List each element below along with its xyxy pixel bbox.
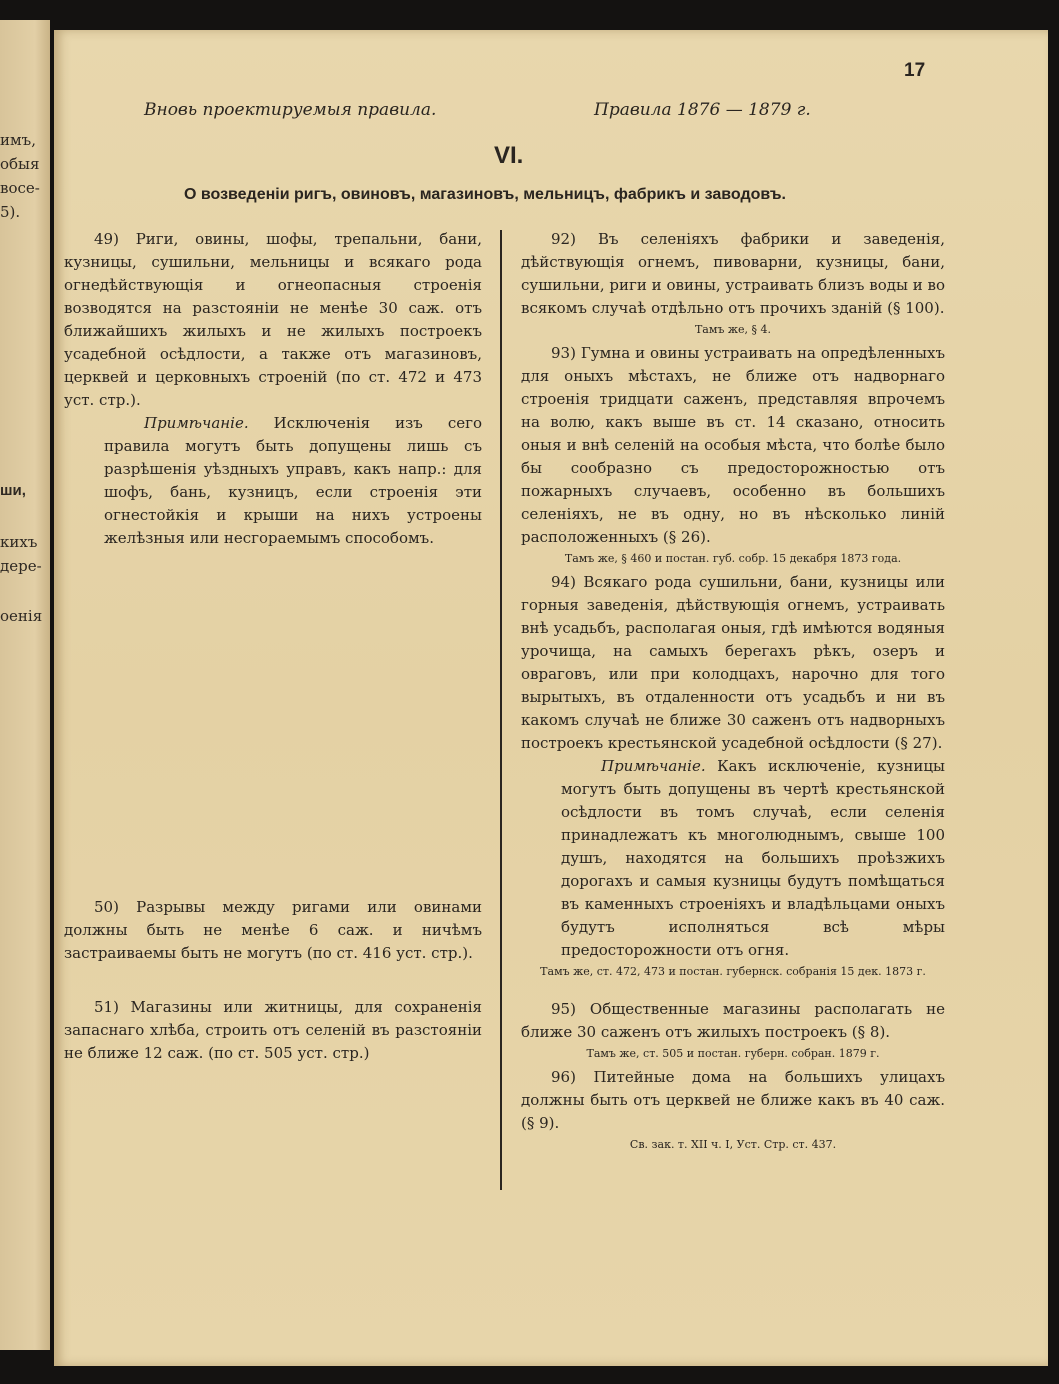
- source-reference: Св. зак. т. XII ч. I, Уст. Стр. ст. 437.: [629, 1138, 837, 1151]
- note-label: Примѣчаніе.: [601, 757, 706, 775]
- left-column-block-3: [64, 996, 482, 1065]
- column-divider: [500, 230, 502, 1190]
- article-49-note: [104, 412, 482, 550]
- source-reference: Тамъ же, § 4.: [694, 323, 772, 336]
- prev-page-text: 5).: [0, 203, 21, 221]
- source-reference: Тамъ же, ст. 505 и постан. губерн. собран. 1879 г.: [586, 1047, 880, 1060]
- section-numeral: VI.: [494, 142, 524, 169]
- prev-page-text: оенія: [0, 607, 43, 625]
- right-column-block-1: [521, 228, 945, 984]
- right-column-block-2: [521, 998, 945, 1157]
- page-number: 17: [904, 60, 926, 81]
- article-93: 93) Гумна и овины устраивать на опредѣленныхъ для оныхъ мѣстахъ, не ближе отъ надворнаго строенія тридцати саженъ, представляя впрочемъ на волю, какъ выше въ ст. 14 сказано, относить оныя и внѣ селеній на особыя мѣста, что болѣе было бы сообразно съ предосторожностью отъ пожарныхъ случаевъ, особенно въ большихъ селеніяхъ, не въ одну, но въ нѣсколько линій расположенныхъ (§ 26).: [521, 344, 945, 546]
- prev-page-text: имъ,: [0, 131, 36, 149]
- article-51: 51) Магазины или житницы, для сохраненія запаснаго хлѣба, строить отъ селеній въ разстояніи не ближе 12 саж. (по ст. 505 уст. стр.): [64, 998, 482, 1062]
- article-50: 50) Разрывы между ригами или овинами должны быть не менѣе 6 саж. и ничѣмъ застраиваемы быть не могутъ (по ст. 416 уст. стр.).: [64, 898, 482, 962]
- article-49: 49) Риги, овины, шофы, трепальни, бани, кузницы, сушильни, мельницы и всякаго рода огнедѣйствующія и огнеопасныя строенія возводятся на разстояніи не менѣе 30 саж. отъ ближайшихъ жилыхъ и не жилыхъ построекъ усадебной осѣдлости, а также отъ магазиновъ, церквей и церковныхъ строеній (по ст. 472 и 473 уст. стр.).: [64, 230, 482, 409]
- article-96: 96) Питейные дома на большихъ улицахъ должны быть отъ церквей не ближе какъ въ 40 саж. (§ 9).: [521, 1068, 945, 1132]
- left-column-header: Вновь проектируемыя правила.: [144, 100, 437, 120]
- article-92: 92) Въ селеніяхъ фабрики и заведенія, дѣйствующія огнемъ, пивоварни, кузницы, бани, сушильни, риги и овины, устраивать близъ воды и во всякомъ случаѣ отдѣльно отъ прочихъ зданій (§ 100).: [521, 230, 945, 317]
- source-reference: Тамъ же, § 460 и постан. губ. собр. 15 декабря 1873 года.: [564, 552, 902, 565]
- prev-page-text: дере-: [0, 557, 42, 575]
- prev-page-text: восе-: [0, 179, 40, 197]
- section-title: О возведеніи ригъ, овиновъ, магазиновъ, мельницъ, фабрикъ и заводовъ.: [184, 186, 786, 203]
- note-label: Примѣчаніе.: [144, 414, 249, 432]
- prev-page-text: обыя: [0, 155, 40, 173]
- right-column-header: Правила 1876 — 1879 г.: [594, 100, 811, 120]
- article-94-note: [561, 755, 945, 962]
- prev-page-text: ши,: [0, 482, 26, 499]
- left-column-block-2: [64, 896, 482, 965]
- left-column-block-1: [64, 228, 482, 550]
- note-text: Какъ исключеніе, кузницы могутъ быть допущены въ чертѣ крестьянской осѣдлости въ томъ случаѣ, если селенія принадлежатъ къ многолюднымъ, свыше 100 душъ, находятся на большихъ проѣзжихъ дорогахъ и самыя кузницы будутъ помѣщаться въ каменныхъ строеніяхъ и владѣльцами оныхъ будутъ исполняться всѣ мѣры предосторожности отъ огня.: [561, 757, 945, 959]
- article-95: 95) Общественные магазины располагать не ближе 30 саженъ отъ жилыхъ построекъ (§ 8).: [521, 1000, 945, 1041]
- document-page: [54, 30, 1048, 1366]
- article-94: 94) Всякаго рода сушильни, бани, кузницы или горныя заведенія, дѣйствующія огнемъ, устраивать внѣ усадьбъ, располагая оныя, гдѣ имѣются водяныя урочища, на самыхъ берегахъ рѣкъ, озеръ и овраговъ, или при колодцахъ, нарочно для того вырытыхъ, въ отдаленности отъ усадьбъ и ни въ какомъ случаѣ не ближе 30 саженъ отъ надворныхъ построекъ крестьянской усадебной осѣдлости (§ 27).: [521, 573, 945, 752]
- previous-page-edge: [0, 20, 50, 1350]
- note-text: Исключенія изъ сего правила могутъ быть допущены лишь съ разрѣшенія уѣздныхъ управъ, какъ напр.: для шофъ, бань, кузницъ, если строенія эти огнестойкія и крыши на нихъ устроены желѣзныя или несгораемымъ способомъ.: [104, 414, 482, 547]
- source-reference: Тамъ же, ст. 472, 473 и постан. губернск. собранія 15 дек. 1873 г.: [540, 965, 926, 978]
- prev-page-text: кихъ: [0, 533, 38, 551]
